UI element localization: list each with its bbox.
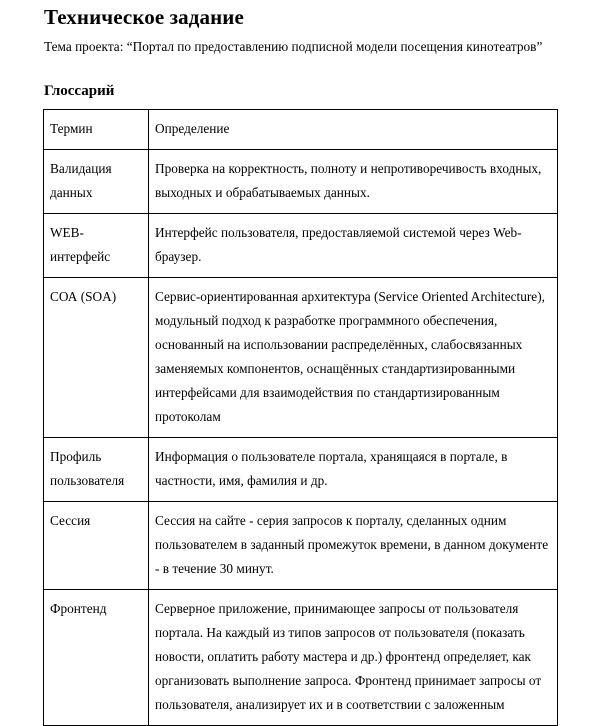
definition-cell: Серверное приложение, принимающее запросы от пользователя портала. На каждый из типов запросов от пользователя (показать новости, оплатить работу мастера и др.) фронтенд определяет, как организовать выполнение запроса. Фронтенд принимает запросы от пользователя, анализирует их и в соответствии с заложенным (149, 590, 558, 726)
document-title: Техническое задание (44, 5, 244, 29)
table-row (44, 150, 558, 214)
table-row (44, 438, 558, 502)
project-topic: Тема проекта: “Портал по предоставлению подписной модели посещения кинотеатров” (44, 39, 543, 54)
term-cell: Фронтенд (44, 590, 149, 726)
term-cell: Профиль пользователя (44, 438, 149, 502)
definition-cell: Интерфейс пользователя, предоставляемой системой через Web-браузер. (149, 214, 558, 278)
table-row (44, 278, 558, 438)
definition-cell: Информация о пользователе портала, хранящаяся в портале, в частности, имя, фамилия и др. (149, 438, 558, 502)
table-row (44, 590, 558, 726)
table-row (44, 502, 558, 590)
table-row (44, 214, 558, 278)
term-cell: СОА (SOA) (44, 278, 149, 438)
definition-cell: Сервис-ориентированная архитектура (Service Oriented Architecture), модульный подход к разработке программного обеспечения, основанный на использовании распределённых, слабосвязанных заменяемых компонентов, оснащённых стандартизированными интерфейсами для взаимодействия по стандартизированным протоколам (149, 278, 558, 438)
term-cell: Валидация данных (44, 150, 149, 214)
column-header-term: Термин (44, 110, 149, 150)
glossary-table (43, 109, 558, 726)
section-heading-glossary: Глоссарий (44, 83, 115, 99)
definition-cell: Проверка на корректность, полноту и непротиворечивость входных, выходных и обрабатываемых данных. (149, 150, 558, 214)
column-header-definition: Определение (149, 110, 558, 150)
table-header-row (44, 110, 558, 150)
term-cell: Сессия (44, 502, 149, 590)
definition-cell: Сессия на сайте - серия запросов к порталу, сделанных одним пользователем в заданный промежуток времени, в данном документе - в течение 30 минут. (149, 502, 558, 590)
term-cell: WEB-интерфейс (44, 214, 149, 278)
